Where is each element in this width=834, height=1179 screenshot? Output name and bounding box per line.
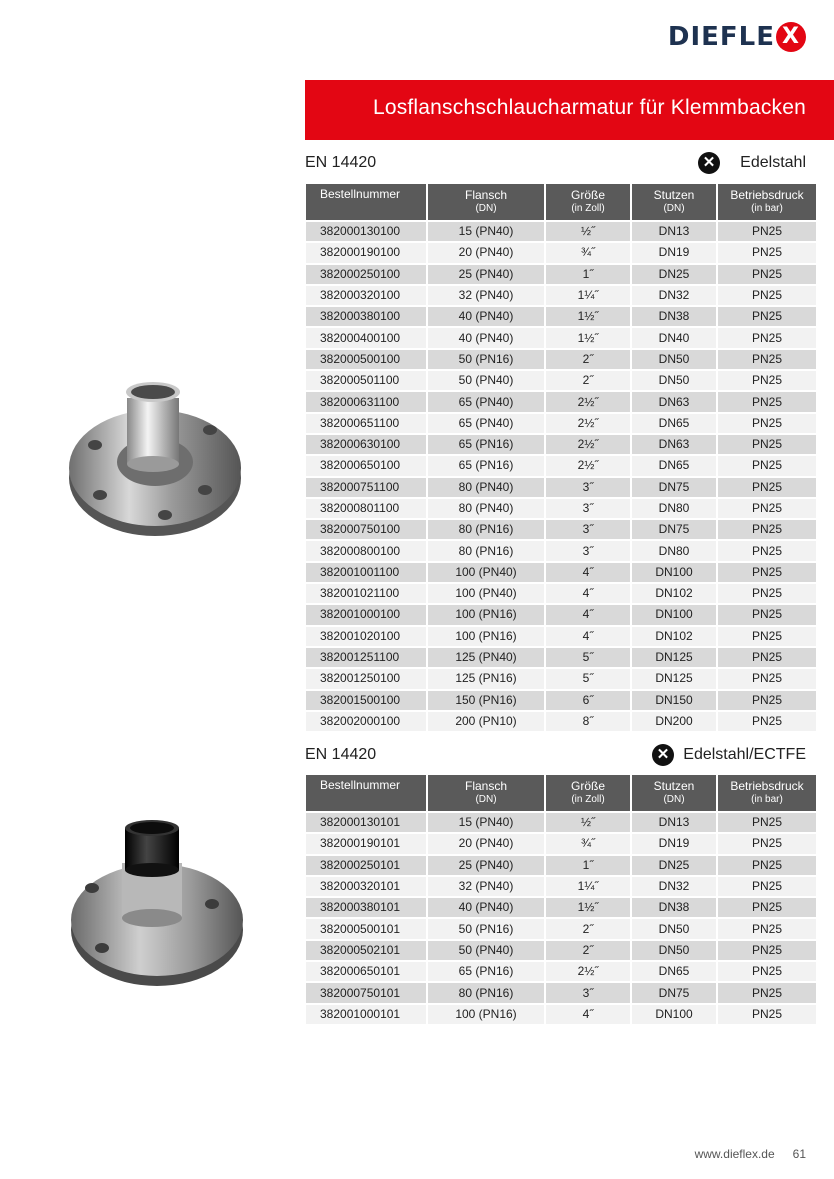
- flange-cell: 100 (PN16): [428, 627, 544, 646]
- nozzle-cell: DN80: [632, 541, 716, 560]
- size-cell: 8˝: [546, 712, 630, 731]
- product-image-flange-steel: [60, 370, 250, 550]
- pressure-cell: PN25: [718, 243, 816, 262]
- section-header-edelstahl: [305, 152, 806, 176]
- flange-cell: 15 (PN40): [428, 813, 544, 832]
- norm-label: EN 14420: [305, 154, 377, 171]
- flange-cell: 65 (PN40): [428, 392, 544, 411]
- flange-cell: 25 (PN40): [428, 265, 544, 284]
- size-cell: 2½˝: [546, 962, 630, 981]
- order-number-cell: 382000800100: [306, 541, 426, 560]
- flange-cell: 65 (PN16): [428, 435, 544, 454]
- x-circle-icon: ✕: [652, 744, 674, 766]
- nozzle-cell: DN75: [632, 983, 716, 1002]
- dieflex-logo: DIEFLE X: [668, 22, 806, 52]
- material-label: Edelstahl/ECTFE: [683, 746, 806, 763]
- nozzle-cell: DN75: [632, 520, 716, 539]
- flange-cell: 100 (PN16): [428, 605, 544, 624]
- flange-cell: 125 (PN40): [428, 648, 544, 667]
- flange-cell: 40 (PN40): [428, 307, 544, 326]
- size-cell: 3˝: [546, 478, 630, 497]
- size-cell: 2˝: [546, 919, 630, 938]
- page-title: Losflanschschlaucharmatur für Klemmbacken: [372, 96, 806, 119]
- order-number-cell: 382000130101: [306, 813, 426, 832]
- flange-cell: 80 (PN40): [428, 478, 544, 497]
- table-row: [306, 813, 816, 832]
- pressure-cell: PN25: [718, 877, 816, 896]
- pressure-cell: PN25: [718, 392, 816, 411]
- order-number-cell: 382000651100: [306, 414, 426, 433]
- order-number-cell: 382000750100: [306, 520, 426, 539]
- size-cell: 3˝: [546, 499, 630, 518]
- order-number-cell: 382001251100: [306, 648, 426, 667]
- table-row: [306, 856, 816, 875]
- table-row: [306, 541, 816, 560]
- nozzle-cell: DN38: [632, 307, 716, 326]
- nozzle-cell: DN25: [632, 265, 716, 284]
- section-header-edelstahl-ectfe: [305, 744, 806, 768]
- nozzle-cell: DN25: [632, 856, 716, 875]
- size-cell: 3˝: [546, 520, 630, 539]
- pressure-cell: PN25: [718, 962, 816, 981]
- pressure-cell: PN25: [718, 371, 816, 390]
- table-header-row: [306, 775, 816, 811]
- nozzle-cell: DN50: [632, 941, 716, 960]
- nozzle-cell: DN125: [632, 669, 716, 688]
- pressure-cell: PN25: [718, 478, 816, 497]
- flange-cell: 40 (PN40): [428, 328, 544, 347]
- nozzle-cell: DN65: [632, 456, 716, 475]
- order-number-cell: 382001000100: [306, 605, 426, 624]
- nozzle-cell: DN100: [632, 605, 716, 624]
- order-number-cell: 382000320101: [306, 877, 426, 896]
- order-number-cell: 382001001100: [306, 563, 426, 582]
- pressure-cell: PN25: [718, 328, 816, 347]
- flange-cell: 32 (PN40): [428, 877, 544, 896]
- material-label: Edelstahl: [740, 154, 806, 171]
- nozzle-cell: DN102: [632, 584, 716, 603]
- table-row: [306, 499, 816, 518]
- product-table-edelstahl-ectfe: [304, 773, 818, 1026]
- column-header: Größe (in Zoll): [546, 184, 630, 220]
- size-cell: 1½˝: [546, 328, 630, 347]
- pressure-cell: PN25: [718, 520, 816, 539]
- order-number-cell: 382000751100: [306, 478, 426, 497]
- column-header: Flansch (DN): [428, 775, 544, 811]
- pressure-cell: PN25: [718, 307, 816, 326]
- nozzle-cell: DN80: [632, 499, 716, 518]
- nozzle-cell: DN13: [632, 222, 716, 241]
- nozzle-cell: DN125: [632, 648, 716, 667]
- flange-cell: 150 (PN16): [428, 691, 544, 710]
- table-row: [306, 983, 816, 1002]
- pressure-cell: PN25: [718, 435, 816, 454]
- flange-cell: 65 (PN16): [428, 456, 544, 475]
- product-table-edelstahl: [304, 182, 818, 733]
- size-cell: ½˝: [546, 813, 630, 832]
- size-cell: 1¼˝: [546, 877, 630, 896]
- size-cell: 3˝: [546, 541, 630, 560]
- nozzle-cell: DN19: [632, 243, 716, 262]
- flange-cell: 80 (PN16): [428, 541, 544, 560]
- pressure-cell: PN25: [718, 834, 816, 853]
- table-row: [306, 222, 816, 241]
- size-cell: 1½˝: [546, 898, 630, 917]
- order-number-cell: 382000502101: [306, 941, 426, 960]
- size-cell: 4˝: [546, 605, 630, 624]
- size-cell: 1½˝: [546, 307, 630, 326]
- table-row: [306, 691, 816, 710]
- nozzle-cell: DN19: [632, 834, 716, 853]
- order-number-cell: 382000631100: [306, 392, 426, 411]
- table-row: [306, 627, 816, 646]
- pressure-cell: PN25: [718, 286, 816, 305]
- size-cell: 4˝: [546, 627, 630, 646]
- size-cell: 2˝: [546, 350, 630, 369]
- table-row: [306, 584, 816, 603]
- order-number-cell: 382001021100: [306, 584, 426, 603]
- pressure-cell: PN25: [718, 648, 816, 667]
- order-number-cell: 382000380101: [306, 898, 426, 917]
- size-cell: 5˝: [546, 648, 630, 667]
- order-number-cell: 382000801100: [306, 499, 426, 518]
- column-header: Stutzen (DN): [632, 775, 716, 811]
- pressure-cell: PN25: [718, 584, 816, 603]
- table-row: [306, 648, 816, 667]
- order-number-cell: 382000250100: [306, 265, 426, 284]
- column-header: Bestellnummer: [306, 775, 426, 811]
- table-row: [306, 414, 816, 433]
- order-number-cell: 382000650100: [306, 456, 426, 475]
- nozzle-cell: DN32: [632, 877, 716, 896]
- order-number-cell: 382000501100: [306, 371, 426, 390]
- x-circle-icon: ✕: [698, 152, 720, 174]
- flange-cell: 50 (PN16): [428, 919, 544, 938]
- pressure-cell: PN25: [718, 627, 816, 646]
- page-number: 61: [792, 1147, 806, 1161]
- pressure-cell: PN25: [718, 265, 816, 284]
- flange-cell: 200 (PN10): [428, 712, 544, 731]
- pressure-cell: PN25: [718, 499, 816, 518]
- column-header: Flansch (DN): [428, 184, 544, 220]
- size-cell: 2˝: [546, 371, 630, 390]
- order-number-cell: 382000630100: [306, 435, 426, 454]
- pressure-cell: PN25: [718, 983, 816, 1002]
- flange-cell: 20 (PN40): [428, 834, 544, 853]
- footer-url[interactable]: www.dieflex.de: [694, 1147, 775, 1161]
- pressure-cell: PN25: [718, 898, 816, 917]
- column-header: Betriebsdruck (in bar): [718, 184, 816, 220]
- table-row: [306, 712, 816, 731]
- page-footer: [695, 1147, 806, 1161]
- flange-cell: 32 (PN40): [428, 286, 544, 305]
- product-image-flange-ectfe: [62, 818, 252, 998]
- nozzle-cell: DN50: [632, 371, 716, 390]
- flange-cell: 80 (PN40): [428, 499, 544, 518]
- norm-label: EN 14420: [305, 746, 377, 763]
- size-cell: 4˝: [546, 1005, 630, 1024]
- table-row: [306, 328, 816, 347]
- order-number-cell: 382000250101: [306, 856, 426, 875]
- nozzle-cell: DN102: [632, 627, 716, 646]
- table-row: [306, 919, 816, 938]
- pressure-cell: PN25: [718, 605, 816, 624]
- flange-cell: 50 (PN40): [428, 371, 544, 390]
- order-number-cell: 382001500100: [306, 691, 426, 710]
- flange-cell: 100 (PN16): [428, 1005, 544, 1024]
- column-header: Stutzen (DN): [632, 184, 716, 220]
- table-header-row: [306, 184, 816, 220]
- order-number-cell: 382001000101: [306, 1005, 426, 1024]
- size-cell: 5˝: [546, 669, 630, 688]
- order-number-cell: 382000650101: [306, 962, 426, 981]
- nozzle-cell: DN65: [632, 962, 716, 981]
- size-cell: 2½˝: [546, 392, 630, 411]
- pressure-cell: PN25: [718, 414, 816, 433]
- size-cell: 2˝: [546, 941, 630, 960]
- size-cell: 2½˝: [546, 414, 630, 433]
- table-row: [306, 520, 816, 539]
- pressure-cell: PN25: [718, 941, 816, 960]
- flange-cell: 65 (PN16): [428, 962, 544, 981]
- table-row: [306, 265, 816, 284]
- order-number-cell: 382000500101: [306, 919, 426, 938]
- flange-cell: 40 (PN40): [428, 898, 544, 917]
- flange-cell: 80 (PN16): [428, 520, 544, 539]
- column-header: Größe (in Zoll): [546, 775, 630, 811]
- order-number-cell: 382000750101: [306, 983, 426, 1002]
- table-row: [306, 605, 816, 624]
- nozzle-cell: DN75: [632, 478, 716, 497]
- size-cell: ½˝: [546, 222, 630, 241]
- nozzle-cell: DN100: [632, 563, 716, 582]
- nozzle-cell: DN150: [632, 691, 716, 710]
- size-cell: ¾˝: [546, 243, 630, 262]
- table-row: [306, 350, 816, 369]
- size-cell: 4˝: [546, 563, 630, 582]
- order-number-cell: 382000320100: [306, 286, 426, 305]
- nozzle-cell: DN32: [632, 286, 716, 305]
- flange-cell: 80 (PN16): [428, 983, 544, 1002]
- table-row: [306, 307, 816, 326]
- nozzle-cell: DN50: [632, 919, 716, 938]
- size-cell: 6˝: [546, 691, 630, 710]
- flange-cell: 25 (PN40): [428, 856, 544, 875]
- table-row: [306, 941, 816, 960]
- size-cell: ¾˝: [546, 834, 630, 853]
- order-number-cell: 382001020100: [306, 627, 426, 646]
- table-row: [306, 898, 816, 917]
- order-number-cell: 382000400100: [306, 328, 426, 347]
- size-cell: 3˝: [546, 983, 630, 1002]
- nozzle-cell: DN40: [632, 328, 716, 347]
- column-header: Betriebsdruck (in bar): [718, 775, 816, 811]
- pressure-cell: PN25: [718, 456, 816, 475]
- size-cell: 1¼˝: [546, 286, 630, 305]
- flange-cell: 50 (PN16): [428, 350, 544, 369]
- size-cell: 4˝: [546, 584, 630, 603]
- order-number-cell: 382000190101: [306, 834, 426, 853]
- size-cell: 2½˝: [546, 456, 630, 475]
- pressure-cell: PN25: [718, 563, 816, 582]
- order-number-cell: 382002000100: [306, 712, 426, 731]
- table-row: [306, 1005, 816, 1024]
- pressure-cell: PN25: [718, 813, 816, 832]
- size-cell: 2½˝: [546, 435, 630, 454]
- size-cell: 1˝: [546, 265, 630, 284]
- nozzle-cell: DN100: [632, 1005, 716, 1024]
- nozzle-cell: DN50: [632, 350, 716, 369]
- pressure-cell: PN25: [718, 669, 816, 688]
- order-number-cell: 382000500100: [306, 350, 426, 369]
- table-row: [306, 392, 816, 411]
- table-row: [306, 435, 816, 454]
- flange-cell: 15 (PN40): [428, 222, 544, 241]
- nozzle-cell: DN65: [632, 414, 716, 433]
- pressure-cell: PN25: [718, 350, 816, 369]
- pressure-cell: PN25: [718, 856, 816, 875]
- order-number-cell: 382000380100: [306, 307, 426, 326]
- table-row: [306, 456, 816, 475]
- nozzle-cell: DN63: [632, 435, 716, 454]
- table-row: [306, 371, 816, 390]
- table-row: [306, 286, 816, 305]
- pressure-cell: PN25: [718, 541, 816, 560]
- pressure-cell: PN25: [718, 919, 816, 938]
- flange-cell: 65 (PN40): [428, 414, 544, 433]
- nozzle-cell: DN63: [632, 392, 716, 411]
- pressure-cell: PN25: [718, 712, 816, 731]
- nozzle-cell: DN200: [632, 712, 716, 731]
- order-number-cell: 382001250100: [306, 669, 426, 688]
- nozzle-cell: DN38: [632, 898, 716, 917]
- order-number-cell: 382000190100: [306, 243, 426, 262]
- pressure-cell: PN25: [718, 222, 816, 241]
- table-row: [306, 669, 816, 688]
- table-row: [306, 243, 816, 262]
- title-banner: [305, 80, 834, 140]
- table-row: [306, 834, 816, 853]
- pressure-cell: PN25: [718, 1005, 816, 1024]
- pressure-cell: PN25: [718, 691, 816, 710]
- flange-cell: 100 (PN40): [428, 563, 544, 582]
- flange-cell: 125 (PN16): [428, 669, 544, 688]
- flange-cell: 50 (PN40): [428, 941, 544, 960]
- size-cell: 1˝: [546, 856, 630, 875]
- table-row: [306, 962, 816, 981]
- table-row: [306, 877, 816, 896]
- flange-cell: 100 (PN40): [428, 584, 544, 603]
- flange-cell: 20 (PN40): [428, 243, 544, 262]
- column-header: Bestellnummer: [306, 184, 426, 220]
- nozzle-cell: DN13: [632, 813, 716, 832]
- table-row: [306, 563, 816, 582]
- table-row: [306, 478, 816, 497]
- order-number-cell: 382000130100: [306, 222, 426, 241]
